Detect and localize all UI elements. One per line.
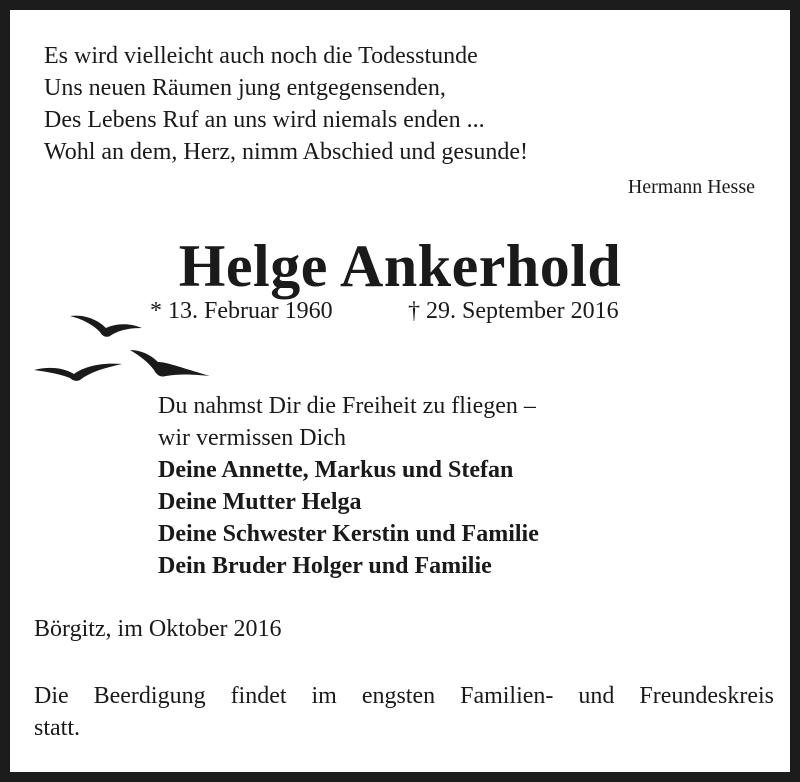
birth-date: * 13. Februar 1960 xyxy=(150,298,333,324)
mourner-line: Dein Bruder Holger und Familie xyxy=(158,553,492,579)
poem-line: Es wird vielleicht auch noch die Todesstunde xyxy=(44,43,478,69)
poem-line: Wohl an dem, Herz, nimm Abschied und gesunde! xyxy=(44,139,528,165)
mourner-line: Deine Schwester Kerstin und Familie xyxy=(158,521,539,547)
poem-author: Hermann Hesse xyxy=(627,176,755,198)
death-date: † 29. September 2016 xyxy=(408,298,619,324)
farewell-line: Du nahmst Dir die Freiheit zu fliegen – xyxy=(158,393,536,419)
mourner-line: Deine Mutter Helga xyxy=(158,489,362,515)
funeral-note-line: statt. xyxy=(34,715,80,741)
funeral-note xyxy=(34,680,774,744)
place-date: Börgitz, im Oktober 2016 xyxy=(34,616,282,642)
poem-line: Uns neuen Räumen jung entgegensenden, xyxy=(44,75,446,101)
poem-line: Des Lebens Ruf an uns wird niemals enden ... xyxy=(44,107,485,133)
funeral-note-line: Die Beerdigung findet im engsten Familien- und Freundeskreis xyxy=(34,683,774,709)
mourner-line: Deine Annette, Markus und Stefan xyxy=(158,457,514,483)
deceased-name: Helge Ankerhold xyxy=(178,233,622,299)
farewell-line: wir vermissen Dich xyxy=(158,425,346,451)
